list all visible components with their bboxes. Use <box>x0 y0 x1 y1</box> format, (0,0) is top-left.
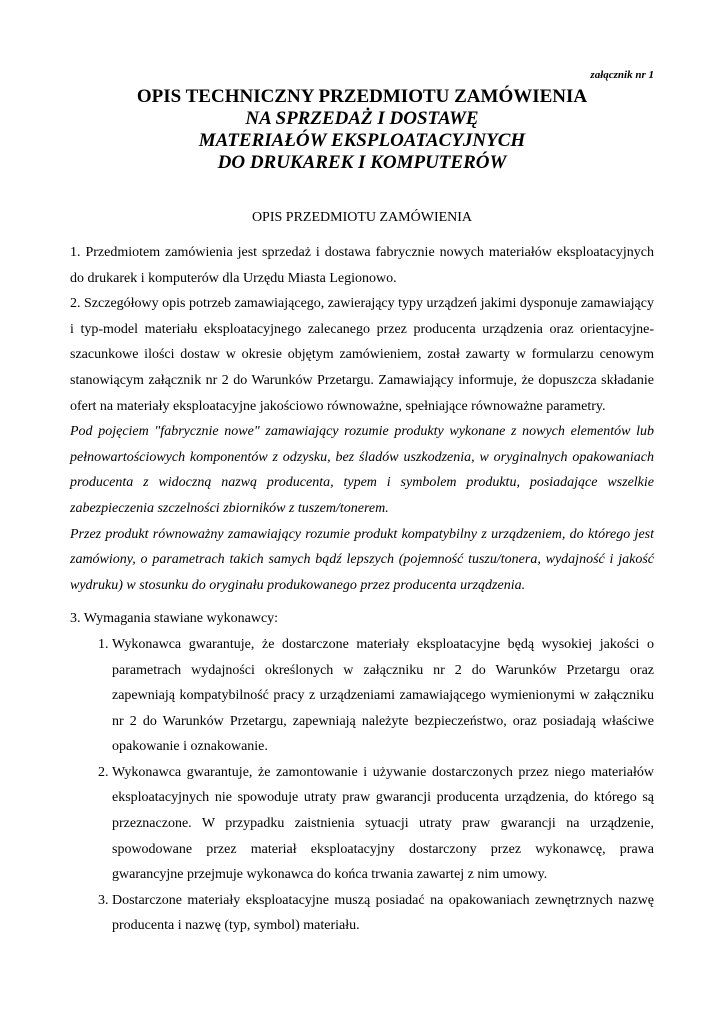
title-line-1: OPIS TECHNICZNY PRZEDMIOTU ZAMÓWIENIA <box>136 86 588 107</box>
document-body <box>70 240 654 939</box>
paragraph-1: 1. Przedmiotem zamówienia jest sprzedaż i dostawa fabrycznie nowych materiałów eksploatacyjnych do drukarek i komputerów dla Urzędu Miasta Legionowo. <box>70 245 654 286</box>
paragraph-2: 2. Szczegółowy opis potrzeb zamawiającego, zawierający typy urządzeń jakimi dysponuje zamawiający i typ-model materiału eksploatacyjnego zalecanego przez producenta urządzenia oraz orientacyjne-szacunkowe ilości dostaw w okresie objętym zamówieniem, został zawarty w formularzu cenowym stanowiącym załącznik nr 2 do Warunków Przetargu. Zamawiający informuje, że dopuszcza składanie ofert na materiały eksploatacyjne jakościowo równoważne, spełniające równoważne parametry. <box>70 296 654 414</box>
title-line-2: NA SPRZEDAŻ I DOSTAWĘ <box>245 108 479 129</box>
paragraph-3-heading: 3. Wymagania stawiane wykonawcy: <box>70 611 279 627</box>
attachment-label: załącznik nr 1 <box>590 69 654 81</box>
document-title <box>70 86 654 174</box>
requirement-item-2: 2. Wykonawca gwarantuje, że zamontowanie i używanie dostarczonych przez niego materiałów eksploatacyjnych nie spowoduje utraty praw gwarancji producenta urządzenia, do którego są przeznaczone. W przypadku zaistnienia sytuacji utraty praw gwarancji na urządzenie, spowodowane przez materiał eksploatacyjny dostarczony przez wykonawcę, prawa gwarancyjne przejmuje wykonawca do końca trwania zawartej z nim umowy. <box>112 760 654 888</box>
title-line-4: DO DRUKAREK I KOMPUTERÓW <box>217 152 507 173</box>
requirements-list <box>70 632 654 939</box>
title-line-3: MATERIAŁÓW EKSPLOATACYJNYCH <box>198 130 526 151</box>
section-title: OPIS PRZEDMIOTU ZAMÓWIENIA <box>251 210 473 225</box>
spacer <box>70 598 654 606</box>
requirement-item-1: 1. Wykonawca gwarantuje, że dostarczone materiały eksploatacyjne będą wysokiej jakości o parametrach wydajności określonych w załączniku nr 2 do Warunków Przetargu oraz zapewniają kompatybilność pracy z urządzeniami zamawiającego wymienionymi w załączniku nr 2 do Warunków Przetargu, zapewniają należyte bezpieczeństwo, oraz posiadają właściwe opakowanie i oznakowanie. <box>112 632 654 760</box>
requirement-item-3: 3. Dostarczone materiały eksploatacyjne muszą posiadać na opakowaniach zewnętrznych nazwę producenta i nazwę (typ, symbol) materiału. <box>112 888 654 939</box>
paragraph-definition-equivalent: Przez produkt równoważny zamawiający rozumie produkt kompatybilny z urządzeniem, do którego jest zamówiony, o parametrach takich samych bądź lepszych (pojemność tuszu/tonera, wydajność i jakość wydruku) w stosunku do oryginału produkowanego przez producenta urządzenia. <box>70 526 654 593</box>
paragraph-definition-new: Pod pojęciem "fabrycznie nowe" zamawiający rozumie produkty wykonane z nowych elementów lub pełnowartościowych komponentów z odzysku, bez śladów uszkodzenia, w oryginalnych opakowaniach producenta z widoczną nazwą producenta, typem i symbolem produktu, posiadające wszelkie zabezpieczenia szczelności zbiorników z tuszem/tonerem. <box>70 424 654 516</box>
